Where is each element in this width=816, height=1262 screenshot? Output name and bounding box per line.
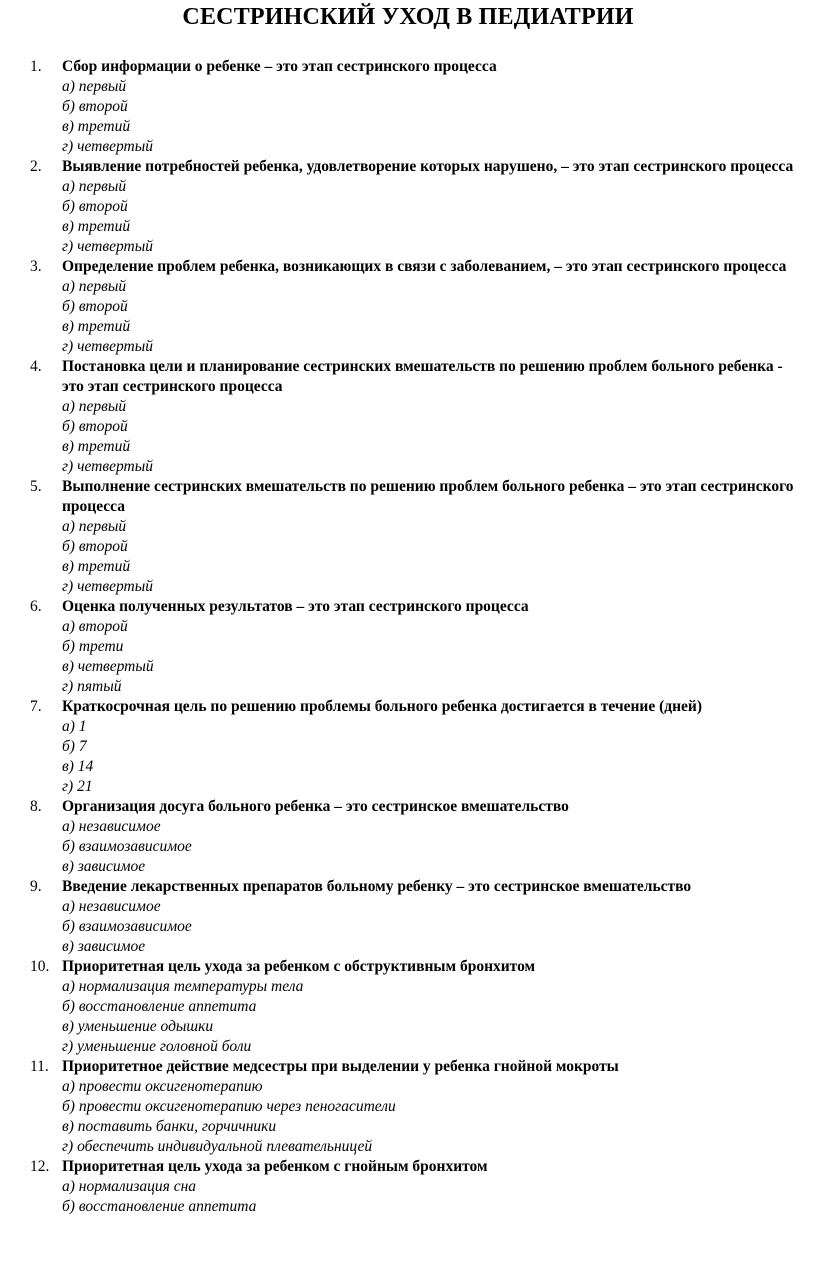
question-item [0, 797, 816, 877]
question-item [0, 477, 816, 597]
answer-option: г) четвертый [62, 238, 153, 255]
answer-option: а) первый [62, 518, 127, 535]
answer-option: б) взаимозависимое [62, 918, 192, 935]
answer-option: в) третий [62, 118, 131, 135]
answer-option: б) восстановление аппетита [62, 1198, 257, 1215]
question-number: 9. [30, 878, 42, 895]
answer-option: б) второй [62, 298, 128, 315]
answer-list [0, 77, 816, 157]
answer-option: г) четвертый [62, 338, 153, 355]
question-item [0, 257, 816, 357]
answer-option: а) первый [62, 278, 127, 295]
answer-option: б) взаимозависимое [62, 838, 192, 855]
answer-list [0, 177, 816, 257]
question-item [0, 357, 816, 477]
question-number: 4. [30, 358, 42, 375]
answer-option: г) четвертый [62, 138, 153, 155]
answer-list [0, 1177, 816, 1217]
answer-list [0, 1077, 816, 1157]
question-number: 5. [30, 478, 42, 495]
answer-option: г) четвертый [62, 458, 153, 475]
question-text: Оценка полученных результатов – это этап сестринского процесса [62, 598, 529, 615]
question-number: 6. [30, 598, 42, 615]
question-text: Введение лекарственных препаратов больному ребенку – это сестринское вмешательство [62, 878, 692, 895]
answer-option: г) четвертый [62, 578, 153, 595]
question-item [0, 57, 816, 157]
answer-option: б) восстановление аппетита [62, 998, 257, 1015]
question-number: 1. [30, 58, 42, 75]
answer-option: г) пятый [62, 678, 122, 695]
document-title: СЕСТРИНСКИЙ УХОД В ПЕДИАТРИИ [182, 4, 634, 30]
answer-list [0, 897, 816, 957]
answer-option: а) первый [62, 398, 127, 415]
question-item [0, 157, 816, 257]
answer-option: а) второй [62, 618, 128, 635]
question-text: Краткосрочная цель по решению проблемы больного ребенка достигается в течение (дней) [62, 698, 703, 715]
question-item [0, 1157, 816, 1217]
question-number: 3. [30, 258, 42, 275]
answer-option: в) четвертый [62, 658, 154, 675]
answer-option: в) третий [62, 318, 131, 335]
question-text: Организация досуга больного ребенка – это сестринское вмешательство [62, 798, 569, 815]
answer-option: а) нормализация сна [62, 1178, 197, 1195]
answer-option: а) независимое [62, 818, 161, 835]
question-number: 2. [30, 158, 42, 175]
answer-option: а) провести оксигенотерапию [62, 1078, 263, 1095]
question-text: Определение проблем ребенка, возникающих в связи с заболеванием, – это этап сестринского процесса [62, 258, 787, 275]
question-text: Приоритетная цель ухода за ребенком с обструктивным бронхитом [62, 958, 536, 975]
question-text: Выполнение сестринских вмешательств по решению проблем больного ребенка – это этап сестринского процесса [62, 478, 794, 515]
answer-option: б) второй [62, 538, 128, 555]
question-number: 10. [30, 958, 50, 975]
question-text: Постановка цели и планирование сестринских вмешательств по решению проблем больного ребенка - это этап сестринского процесса [62, 358, 783, 395]
question-item [0, 877, 816, 957]
answer-option: б) второй [62, 98, 128, 115]
answer-option: б) провести оксигенотерапию через пеногасители [62, 1098, 396, 1115]
answer-option: в) третий [62, 218, 131, 235]
answer-option: б) трети [62, 638, 124, 655]
question-text: Приоритетная цель ухода за ребенком с гнойным бронхитом [62, 1158, 488, 1175]
answer-option: в) третий [62, 438, 131, 455]
question-number: 12. [30, 1158, 50, 1175]
question-list [0, 57, 816, 1217]
answer-option: в) поставить банки, горчичники [62, 1118, 277, 1135]
question-text: Выявление потребностей ребенка, удовлетворение которых нарушено, – это этап сестринского процесса [62, 158, 794, 175]
answer-option: в) зависимое [62, 938, 146, 955]
question-item [0, 597, 816, 697]
answer-option: б) второй [62, 418, 128, 435]
answer-option: б) второй [62, 198, 128, 215]
answer-option: г) уменьшение головной боли [62, 1038, 252, 1055]
answer-option: г) обеспечить индивидуальной плевательницей [62, 1138, 373, 1155]
answer-list [0, 617, 816, 697]
answer-option: а) нормализация температуры тела [62, 978, 304, 995]
answer-option: г) 21 [62, 778, 93, 795]
question-number: 11. [30, 1058, 49, 1075]
answer-option: в) уменьшение одышки [62, 1018, 214, 1035]
question-item [0, 957, 816, 1057]
answer-option: а) первый [62, 78, 127, 95]
answer-option: в) третий [62, 558, 131, 575]
answer-option: а) 1 [62, 718, 87, 735]
question-number: 7. [30, 698, 42, 715]
answer-list [0, 717, 816, 797]
answer-option: в) 14 [62, 758, 94, 775]
answer-list [0, 397, 816, 477]
answer-option: в) зависимое [62, 858, 146, 875]
answer-list [0, 977, 816, 1057]
answer-list [0, 277, 816, 357]
question-item [0, 697, 816, 797]
answer-list [0, 517, 816, 597]
question-text: Приоритетное действие медсестры при выделении у ребенка гнойной мокроты [62, 1058, 619, 1075]
question-text: Сбор информации о ребенке – это этап сестринского процесса [62, 58, 497, 75]
answer-list [0, 817, 816, 877]
question-number: 8. [30, 798, 42, 815]
answer-option: а) первый [62, 178, 127, 195]
question-item [0, 1057, 816, 1157]
answer-option: б) 7 [62, 738, 87, 755]
answer-option: а) независимое [62, 898, 161, 915]
